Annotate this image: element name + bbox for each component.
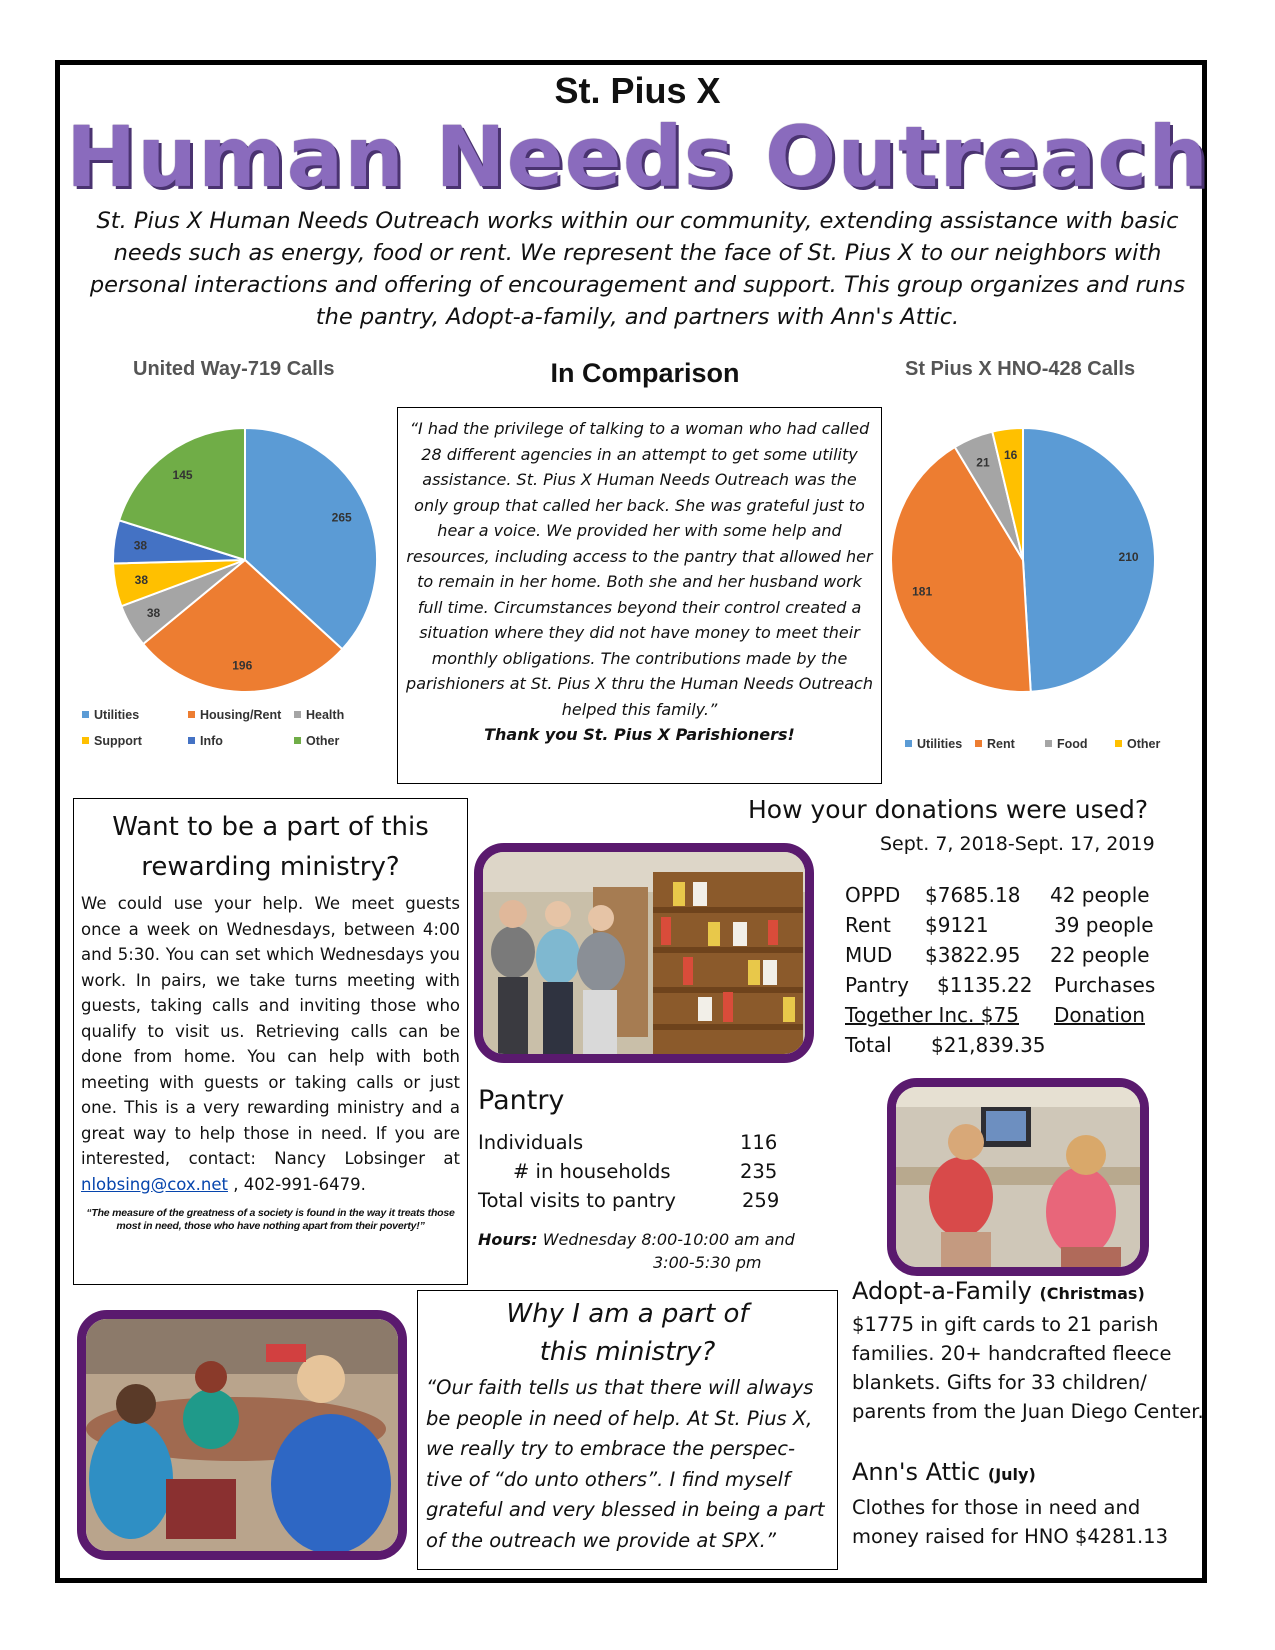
legend-label: Support: [94, 734, 142, 748]
donation-note: 22 people: [1050, 943, 1150, 967]
legend-entry: [188, 734, 294, 748]
donations-table: [845, 880, 1155, 1060]
legend-entry: [82, 708, 188, 722]
pie-data-label: 265: [331, 510, 352, 525]
total-amount: $21,839.35: [931, 1033, 1046, 1057]
pie-data-label: 16: [1003, 448, 1018, 463]
pantry-row: [478, 1186, 779, 1215]
society-quote: “The measure of the greatness of a society is found in the way it treats those most in need, those who have nothing apart from their poverty!”: [86, 1207, 455, 1232]
legend-entry: [82, 734, 188, 748]
legend-label: Utilities: [917, 737, 963, 751]
pantry-value: 235: [740, 1160, 778, 1183]
contact-phone: , 402-991-6479.: [227, 1174, 366, 1194]
pantry-row: [478, 1157, 779, 1186]
donation-note: 39 people: [1054, 913, 1154, 937]
contact-email-link[interactable]: nlobsing@cox.net: [81, 1174, 228, 1194]
adopt-title-text: Adopt-a-Family: [852, 1277, 1032, 1305]
donation-amount: $9121: [925, 913, 989, 937]
why-title-line2: this ministry?: [539, 1337, 716, 1367]
donation-note: Donation: [1054, 1003, 1145, 1027]
donation-amount: $75: [980, 1003, 1019, 1027]
testimonial-box: [397, 407, 882, 784]
legend-label: Food: [1057, 737, 1088, 751]
legend-label: Rent: [987, 737, 1015, 751]
chart2-legend: [905, 737, 1195, 763]
pie-data-label: 38: [134, 573, 149, 588]
pantry-value: 259: [742, 1189, 780, 1212]
comparison-title: In Comparison: [550, 358, 740, 388]
pantry-label: Individuals: [478, 1131, 584, 1154]
pie-data-label: 181: [912, 584, 933, 599]
legend-entry: [188, 708, 294, 722]
donation-name: OPPD: [845, 883, 901, 907]
pie-data-label: 196: [232, 658, 253, 673]
donation-name-amount: [845, 1000, 1050, 1030]
annsattic-title: [852, 1458, 1036, 1486]
donation-amount: $3822.95: [925, 943, 1021, 967]
pantry-label: # in households: [513, 1160, 671, 1183]
legend-label: Info: [200, 734, 223, 748]
legend-label: Other: [306, 734, 340, 748]
donation-name: Rent: [845, 913, 891, 937]
donation-total-row: [845, 1030, 1155, 1060]
volunteer-title-line1: Want to be a part of this: [112, 812, 429, 842]
legend-swatch: [188, 737, 195, 744]
pie-data-label: 210: [1118, 549, 1139, 564]
legend-label: Other: [1127, 737, 1161, 751]
donation-name: Pantry: [845, 973, 909, 997]
volunteer-body: [81, 891, 460, 1197]
legend-swatch: [188, 711, 195, 718]
hours-line1: Wednesday 8:00-10:00 am and: [542, 1230, 795, 1249]
pantry-hours: [478, 1228, 795, 1274]
pie-data-label: 38: [133, 538, 148, 553]
why-title-line1: Why I am a part of: [506, 1299, 749, 1329]
volunteer-box: [73, 798, 468, 1285]
legend-swatch: [1045, 740, 1052, 747]
legend-swatch: [294, 711, 301, 718]
chart1-legend: [82, 708, 402, 760]
legend-label: Health: [306, 708, 345, 722]
why-body: “Our faith tells us that there will always be people in need of help. At St. Pius X, we really try to embrace the perspec-tive of “do unto others”. I find myself grateful and very blessed in being a part of the outreach we provide at SPX.”: [426, 1376, 825, 1552]
legend-swatch: [294, 737, 301, 744]
thank-you-line: Thank you St. Pius X Parishioners!: [484, 725, 795, 744]
legend-swatch: [82, 711, 89, 718]
donation-row: [845, 940, 1155, 970]
legend-entry: [1045, 737, 1115, 751]
donations-title: How your donations were used?: [748, 795, 1149, 824]
annsattic-title-text: Ann's Attic: [852, 1458, 981, 1486]
legend-label: Utilities: [94, 708, 140, 722]
donation-name: Together Inc.: [845, 1003, 975, 1027]
hours-label: Hours:: [478, 1230, 538, 1249]
total-label: Total: [845, 1033, 892, 1057]
donation-note: Purchases: [1054, 973, 1156, 997]
chart1-title: United Way-719 Calls: [133, 358, 335, 380]
legend-entry: [1115, 737, 1185, 751]
pie-data-label: 21: [976, 455, 990, 470]
legend-entry: [294, 734, 400, 748]
donation-row: [845, 970, 1155, 1000]
phone-volunteers-photo: [887, 1078, 1149, 1276]
donation-amount: $1135.22: [937, 973, 1033, 997]
adopt-body: $1775 in gift cards to 21 parish families. 20+ handcrafted fleece blankets. Gifts for 33 children/ parents from the Juan Diego Center.: [852, 1313, 1204, 1423]
pantry-stats: [478, 1128, 779, 1215]
donation-row: [845, 910, 1155, 940]
volunteer-title: [81, 807, 460, 887]
church-name: St. Pius X: [554, 70, 721, 111]
legend-swatch: [975, 740, 982, 747]
testimonial-quote: “I had the privilege of talking to a woman who had called 28 different agencies in an attempt to get some utility assistance. St. Pius X Human Needs Outreach was the only group that called her back. She was grateful just to hear a voice. We provided her with some help and resources, including access to the pantry that allowed her to remain in her home. Both she and her husband work full time. Circumstances beyond their control created a situation where they did not have money to meet their monthly obligations. The contributions made by the parishioners at St. Pius X thru the Human Needs Outreach helped this family.”: [406, 419, 873, 719]
page-title: Human Needs Outreach: [65, 108, 1209, 206]
chart2-title: St Pius X HNO-428 Calls: [905, 358, 1136, 380]
donation-row: [845, 1000, 1155, 1030]
legend-swatch: [1115, 740, 1122, 747]
legend-entry: [975, 737, 1045, 751]
annsattic-body: Clothes for those in need and money raised for HNO $4281.13: [852, 1496, 1168, 1548]
adopt-title: [852, 1277, 1145, 1305]
hno-pie-chart: [888, 425, 1158, 695]
legend-entry: [905, 737, 975, 751]
united-way-pie-chart: [110, 425, 380, 695]
why-box: [417, 1290, 838, 1570]
donation-name: MUD: [845, 943, 893, 967]
pantry-row: [478, 1128, 779, 1157]
donation-amount: $7685.18: [925, 883, 1021, 907]
pantry-label: Total visits to pantry: [478, 1189, 676, 1212]
donation-note: 42 people: [1050, 883, 1150, 907]
pantry-photo: [474, 843, 814, 1063]
donations-dates: Sept. 7, 2018-Sept. 17, 2019: [880, 833, 1155, 855]
why-title: [426, 1295, 829, 1371]
annsattic-note: (July): [987, 1465, 1036, 1484]
legend-swatch: [82, 737, 89, 744]
pantry-value: 116: [740, 1131, 778, 1154]
pantry-title: Pantry: [478, 1085, 565, 1116]
pie-data-label: 145: [172, 467, 193, 482]
volunteer-text: We could use your help. We meet guests once a week on Wednesdays, between 4:00 and 5:30. You can set which Wednesdays you work. In pairs, we take turns meeting with guests, taking calls and inviting those who qualify to visit us. Retrieving calls can be done from home. You can help with both meeting with guests or taking calls or just one. This is a very rewarding ministry and a great way to help those in need. If you are interested, contact: Nancy Lobsinger at: [81, 894, 460, 1168]
hours-line2: 3:00-5:30 pm: [653, 1253, 762, 1272]
adopt-note: (Christmas): [1039, 1284, 1145, 1303]
meeting-photo: [77, 1310, 407, 1560]
donation-row: [845, 880, 1155, 910]
legend-swatch: [905, 740, 912, 747]
legend-entry: [294, 708, 400, 722]
legend-label: Housing/Rent: [200, 708, 282, 722]
intro-paragraph: St. Pius X Human Needs Outreach works within our community, extending assistance with basic needs such as energy, food or rent. We represent the face of St. Pius X to our neighbors with personal interactions and offering of encouragement and support. This group organizes and runs the pantry, Adopt-a-family, and partners with Ann's Attic.: [89, 208, 1186, 330]
pie-data-label: 38: [146, 605, 161, 620]
volunteer-title-line2: rewarding ministry?: [141, 852, 400, 882]
